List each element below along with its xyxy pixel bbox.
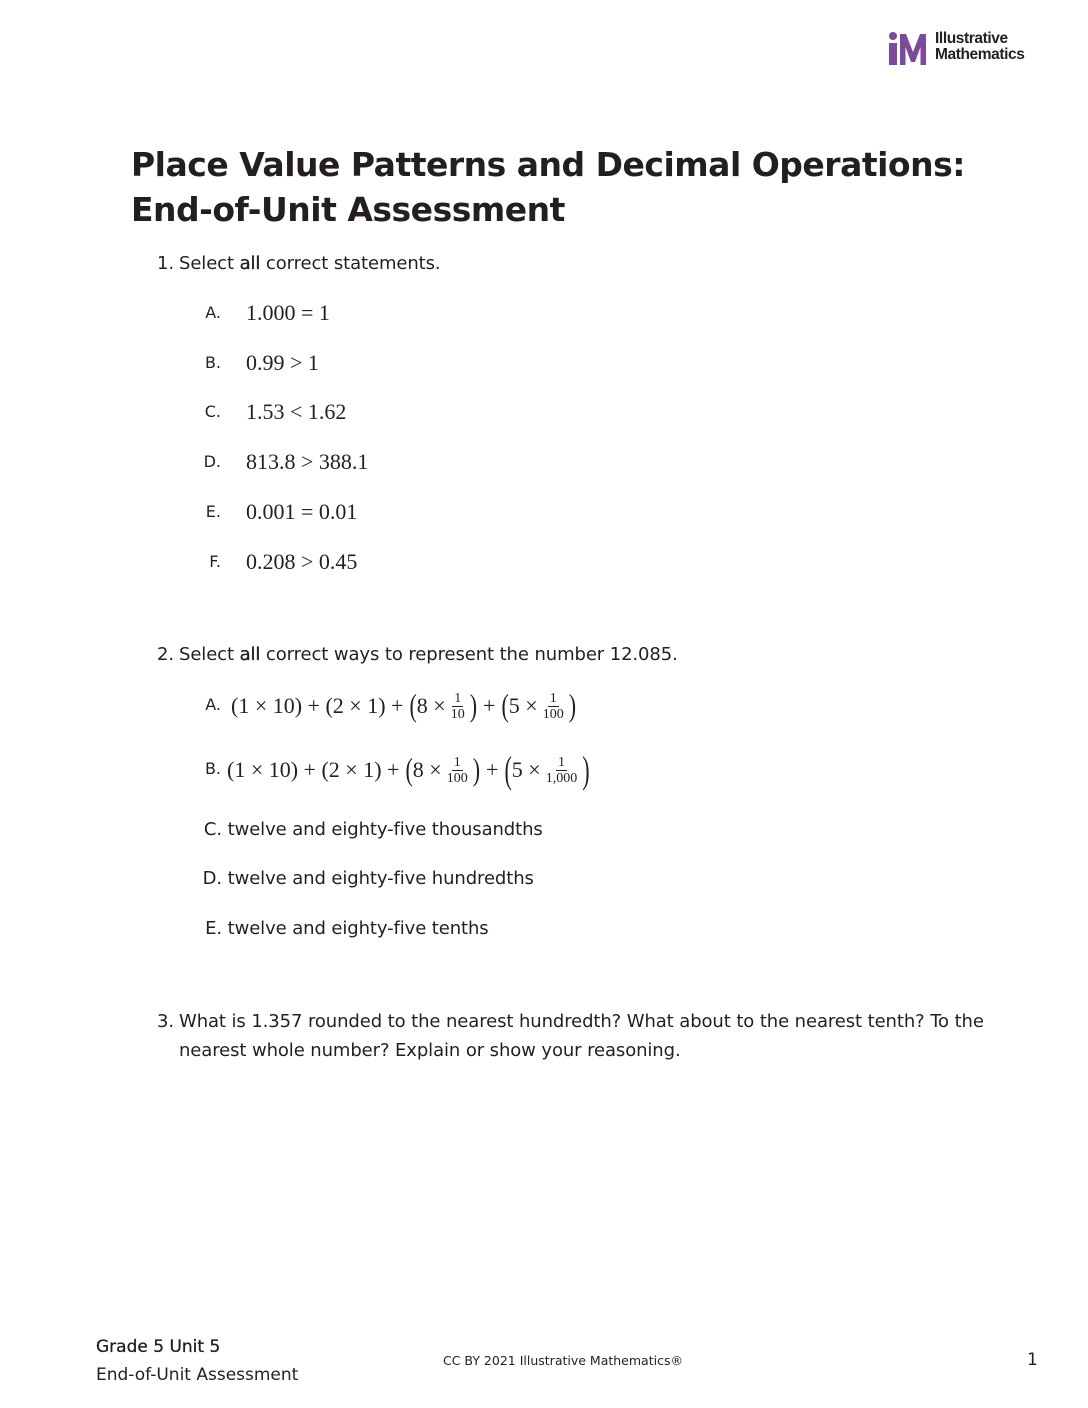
choice-expression: 1.000 = 1 xyxy=(246,300,330,325)
choice-text: twelve and eighty-five thousandths xyxy=(227,819,543,840)
choice-letter: E. xyxy=(205,502,221,521)
fraction-denominator: 100 xyxy=(446,770,468,786)
choice-expression: 1.53 < 1.62 xyxy=(246,399,347,424)
choice-expression: 813.8 > 388.1 xyxy=(246,449,369,474)
choice-text: twelve and eighty-five tenths xyxy=(227,918,489,939)
choice-letter: A. xyxy=(205,303,221,322)
choice-letter: F. xyxy=(209,552,221,571)
footer-assessment-name: End-of-Unit Assessment xyxy=(96,1365,299,1385)
choice-letter: D. xyxy=(203,452,221,471)
question-1-prompt xyxy=(157,249,1017,278)
choice-letter: D. xyxy=(202,868,222,889)
prompt-emphasis: all xyxy=(239,253,261,274)
choice-letter: C. xyxy=(204,402,221,421)
question-2-prompt xyxy=(157,640,1017,669)
paren-close: ) xyxy=(568,687,577,724)
fraction-denominator: 10 xyxy=(450,706,465,722)
illustrative-mathematics-logo xyxy=(888,30,1040,70)
title-line-1: Place Value Patterns and Decimal Operations: xyxy=(131,145,965,184)
question-number: 2. xyxy=(157,644,174,665)
fraction-numerator: 1 xyxy=(557,754,565,770)
logo-line-2: Mathematics xyxy=(935,46,1025,63)
paren-close: ) xyxy=(469,687,478,724)
choice-letter: B. xyxy=(204,353,221,372)
paren-open: ( xyxy=(501,687,509,724)
question-text xyxy=(179,249,1009,278)
fraction xyxy=(445,755,470,786)
im-logo-icon xyxy=(888,32,930,66)
question-line-1: What is 1.357 rounded to the nearest hundredth? What about to the nearest tenth? To the xyxy=(179,1011,984,1032)
q2-choice-b-expression xyxy=(227,748,590,792)
paren-open: ( xyxy=(504,747,512,791)
fraction-numerator: 1 xyxy=(454,690,462,706)
question-line-2: nearest whole number? Explain or show your reasoning. xyxy=(179,1040,681,1061)
choice-letter: A. xyxy=(205,695,221,714)
fraction-numerator: 1 xyxy=(549,690,557,706)
footer-license: CC BY 2021 Illustrative Mathematics® xyxy=(443,1353,683,1368)
expr-part: 8 × xyxy=(416,693,446,718)
prompt-pre: Select xyxy=(179,253,240,274)
paren-open: ( xyxy=(405,751,413,788)
prompt-post: correct ways to represent the number 12.085. xyxy=(260,644,678,665)
fraction xyxy=(544,755,580,786)
question-number: 1. xyxy=(157,253,174,274)
q2-choice-d[interactable] xyxy=(199,865,534,893)
expr-part: (1 × 10) + (2 × 1) + xyxy=(227,757,400,782)
logo-wordmark xyxy=(935,31,1025,63)
page-number: 1 xyxy=(1027,1350,1038,1370)
footer-grade-unit: Grade 5 Unit 5 xyxy=(96,1337,221,1357)
paren-close: ) xyxy=(582,747,590,791)
expr-plus: + xyxy=(486,757,499,782)
fraction xyxy=(449,691,467,722)
fraction-denominator: 1,000 xyxy=(545,770,578,786)
fraction-numerator: 1 xyxy=(453,754,461,770)
fraction xyxy=(541,691,566,722)
choice-letter: C. xyxy=(203,819,222,840)
choice-expression: 0.208 > 0.45 xyxy=(246,549,358,574)
q2-choice-a-expression xyxy=(231,686,576,726)
page-title xyxy=(131,142,1011,232)
q2-choice-e[interactable] xyxy=(199,915,489,943)
question-number: 3. xyxy=(157,1011,174,1032)
choice-expression: 0.99 > 1 xyxy=(246,350,319,375)
fraction-denominator: 100 xyxy=(542,706,564,722)
question-text xyxy=(179,640,1009,669)
choice-letter: E. xyxy=(205,918,222,939)
title-line-2: End-of-Unit Assessment xyxy=(131,190,565,229)
choice-letter: B. xyxy=(204,759,221,778)
question-3-prompt xyxy=(157,1007,1027,1067)
paren-close: ) xyxy=(472,751,481,788)
prompt-pre: Select xyxy=(179,644,240,665)
prompt-post: correct statements. xyxy=(260,253,441,274)
expr-part: 8 × xyxy=(412,757,442,782)
logo-line-1: Illustrative xyxy=(935,30,1008,47)
prompt-emphasis: all xyxy=(239,644,261,665)
paren-open: ( xyxy=(409,687,417,724)
expr-part: (1 × 10) + (2 × 1) + xyxy=(231,693,404,718)
question-text xyxy=(179,1007,1029,1065)
choice-expression: 0.001 = 0.01 xyxy=(246,499,358,524)
footer-course-info xyxy=(96,1333,298,1389)
expr-part: 5 × xyxy=(511,757,541,782)
q2-choice-c[interactable] xyxy=(199,816,543,844)
choice-text: twelve and eighty-five hundredths xyxy=(227,868,534,889)
expr-part: 5 × xyxy=(508,693,538,718)
expr-plus: + xyxy=(483,693,496,718)
